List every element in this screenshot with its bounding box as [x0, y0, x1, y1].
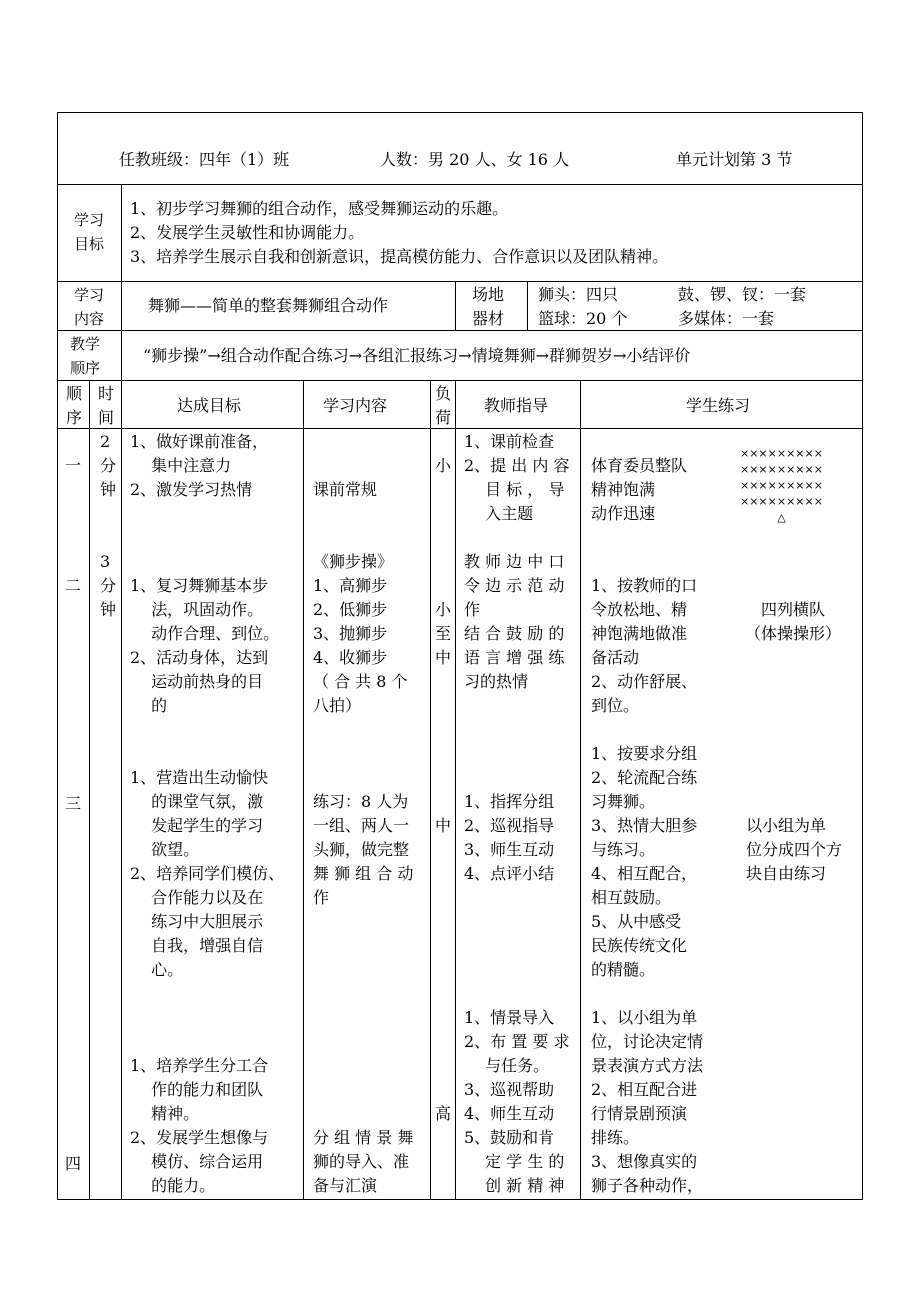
goals-label: 学习 目标 [74, 211, 105, 253]
row2-time: 3 分 钟 [100, 552, 117, 619]
content-label: 学习 内容 [74, 286, 105, 328]
row3-load: 中 [435, 816, 452, 835]
order-value: “狮步操”→组合动作配合练习→各组汇报练习→情境舞狮→群狮贺岁→小结评价 [143, 346, 691, 365]
teacher-position-icon: △ [777, 511, 786, 524]
col-divider-seq [89, 380, 90, 1200]
row4-seq: 四 [65, 1154, 82, 1173]
order-label: 教学 顺序 [70, 335, 101, 377]
label-divider [121, 184, 122, 380]
col-header-goal: 达成目标 [177, 396, 242, 415]
content-value: 舞狮——简单的整套舞狮组合动作 [148, 296, 389, 315]
goals-list [130, 197, 668, 269]
row1-teacher: 1、课前检查 2、提 出 内 容 目 标 ， 导 入主题 [464, 432, 570, 523]
row1-time: 2 分 钟 [100, 432, 117, 499]
col-header-teacher: 教师指导 [484, 396, 549, 415]
equipment-item: 篮球：20 个 [538, 309, 628, 328]
table-left-border [57, 112, 58, 1200]
equipment-item: 狮头：四只 [538, 285, 619, 304]
row4-content: 分 组 情 景 舞 狮的导入、准 备与汇演 [313, 1128, 414, 1195]
row3-teacher: 1、指挥分组 2、巡视指导 3、师生互动 4、点评小结 [464, 792, 555, 883]
venue-label: 场地 器材 [472, 285, 505, 328]
formation-diagram: ××××××××× ××××××××× ××××××××× ××××××××× △ [740, 447, 823, 524]
row1-content: 课前常规 [313, 480, 378, 499]
equipment-item: 多媒体：一套 [678, 309, 775, 328]
row4-teacher: 1、情景导入 2、布 置 要 求 与任务。 3、巡视帮助 4、师生互动 5、鼓励和肯 定 学 生 的 创 新 精 神 [464, 1008, 570, 1195]
equipment-divider [527, 281, 528, 330]
row2-teacher: 教 师 边 中 口 令 边 示 范 动 作 结 合 鼓 励 的 语 言 增 强 练 习的热情 [464, 552, 565, 691]
venue-divider [455, 281, 456, 330]
goal-line: 2、发展学生灵敏性和协调能力。 [130, 223, 365, 242]
table-bottom-border [57, 1199, 863, 1200]
row1-student: 体育委员整队 精神饱满 动作迅速 [591, 456, 688, 523]
row2-formation: 四列横队 （体操操形） [745, 600, 842, 643]
goal-line: 3、培养学生展示自我和创新意识，提高模仿能力、合作意识以及团队精神。 [130, 247, 669, 266]
col-header-time: 时 间 [98, 384, 115, 427]
row-divider [57, 380, 863, 381]
col-divider-teacher [580, 380, 581, 1200]
row1-goal: 1、做好课前准备， 集中注意力 2、激发学习热情 [130, 432, 269, 499]
row4-student: 1、以小组为单 位，讨论决定情 景表演方式方法 2、相互配合进 行情景剧预演 排练。 3、想像真实的 狮子各种动作， [591, 1008, 704, 1195]
table-right-border [862, 112, 863, 1200]
col-header-load: 负 荷 [435, 384, 452, 427]
col-divider-goal [303, 380, 304, 1200]
row-divider [57, 281, 863, 282]
goal-line: 1、初步学习舞狮的组合动作，感受舞狮运动的乐趣。 [130, 199, 509, 218]
equipment-list [538, 283, 806, 331]
col-divider-load [455, 380, 456, 1200]
row2-seq: 二 [65, 576, 82, 595]
row-divider [57, 428, 863, 429]
table-top-border [57, 112, 863, 113]
row2-load: 小 至 中 [435, 600, 452, 667]
class-info: 任教班级：四年（1）班 [119, 150, 290, 169]
row2-content: 《狮步操》 1、高狮步 2、低狮步 3、抛狮步 4、收狮步 （ 合 共 8 个 八拍） [313, 552, 408, 715]
row3-student: 1、按要求分组 2、轮流配合练 习舞狮。 3、热情大胆参 与练习。 4、相互配合， 相互鼓励。 5、从中感受 民族传统文化 的精髓。 [591, 744, 698, 979]
row3-formation: 以小组为单 位分成四个方 块自由练习 [746, 816, 843, 883]
col-divider-content [430, 380, 431, 1200]
row3-goal: 1、营造出生动愉快 的课堂气氛，激 发起学生的学习 欲望。 2、培养同学们模仿、 合作能力以及在 练习中大胆展示 自我，增强自信 心。 [130, 768, 285, 979]
row3-content: 练习：8 人为 一组、两人一 头狮，做完整 舞 狮 组 合 动 作 [313, 792, 414, 907]
row1-load: 小 [435, 456, 452, 475]
people-count: 人数：男 20 人、女 16 人 [380, 150, 570, 169]
row3-seq: 三 [65, 794, 82, 813]
row1-seq: 一 [65, 456, 82, 475]
col-header-content: 学习内容 [323, 396, 388, 415]
col-header-seq: 顺 序 [66, 384, 83, 427]
col-divider-time [121, 380, 122, 1200]
row-divider [57, 184, 863, 185]
col-header-student: 学生练习 [686, 396, 751, 415]
unit-plan-lesson: 单元计划第 3 节 [676, 150, 793, 169]
equipment-item: 鼓、锣、钗：一套 [678, 285, 807, 304]
row4-load: 高 [435, 1104, 452, 1123]
row2-student: 1、按教师的口 令放松地、精 神饱满地做准 备活动 2、动作舒展、 到位。 [591, 576, 698, 715]
row4-goal: 1、培养学生分工合 作的能力和团队 精神。 2、发展学生想像与 模仿、综合运用 的能力。 [130, 1056, 269, 1195]
row2-goal: 1、复习舞狮基本步 法，巩固动作。 动作合理、到位。 2、活动身体，达到 运动前热身的目 的 [130, 576, 280, 715]
